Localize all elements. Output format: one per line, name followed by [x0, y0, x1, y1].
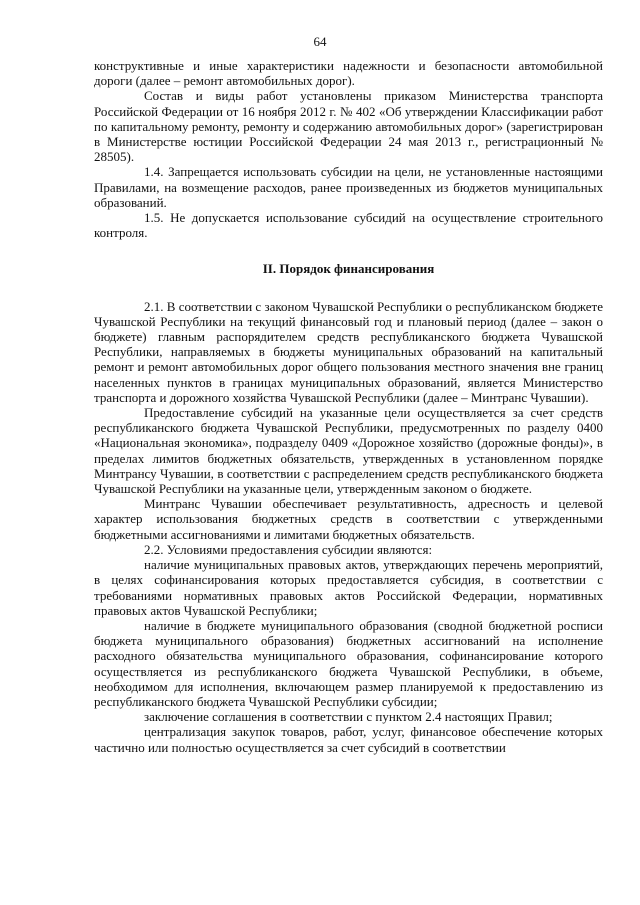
paragraph-2-1: 2.1. В соответствии с законом Чувашской Республики о республиканском бюджете Чувашской Республики на текущий финансовый год и плановый период (далее – закон о бюджете) главным распорядителем средств республиканского бюджета Чувашской Республики, направляемых в бюджеты муниципальных образований на капитальный ремонт и ремонт автомобильных дорог общего пользования местного значения вне границ населенных пунктов в границах муниципальных образований, является Министерство транспорта и дорожного хозяйства Чувашской Республики (далее – Минтранс Чувашии). [94, 298, 603, 405]
section-heading: II. Порядок финансирования [262, 261, 435, 277]
paragraph-mintrans-responsibility: Минтранс Чувашии обеспечивает результативность, адресность и целевой характер использования бюджетных средств в соответствии с утвержденными бюджетными ассигнованиями и лимитами бюджетных обязательств. [94, 496, 603, 542]
condition-centralized-procurement: централизация закупок товаров, работ, услуг, финансовое обеспечение которых частично или полностью осуществляется за счет субсидий в соответствии [94, 724, 603, 755]
paragraph-1-5: 1.5. Не допускается использование субсидий на осуществление строительного контроля. [94, 210, 603, 241]
paragraph-subsidy-provision: Предоставление субсидий на указанные цели осуществляется за счет средств республиканского бюджета Чувашской Республики, предусмотренных по разделу 0400 «Национальная экономика», подразделу 0409 «Дорожное хозяйство (дорожные фонды)», в пределах лимитов бюджетных обязательств, утвержденных в установленном порядке Минтрансу Чувашии, в соответствии с распределением средств республиканского бюджета Чувашской Республики на указанные цели, утвержденным законом о бюджете. [94, 405, 603, 497]
page-number: 64 [313, 34, 327, 49]
paragraph-continuation: конструктивные и иные характеристики надежности и безопасности автомобильной дороги (далее – ремонт автомобильных дорог). [94, 58, 603, 89]
condition-municipal-acts: наличие муниципальных правовых актов, утверждающих перечень мероприятий, в целях софинансирования которых предоставляется субсидия, в соответствии с требованиями нормативных правовых актов Российской Федерации, нормативных правовых актов Чувашской Республики; [94, 557, 603, 618]
paragraph-work-composition: Состав и виды работ установлены приказом Министерства транспорта Российской Федерации от 16 ноября 2012 г. № 402 «Об утверждении Классификации работ по капитальному ремонту, ремонту и содержанию автомобильных дорог» (зарегистрирован в Министерстве юстиции Российской Федерации 24 мая 2013 г., регистрационный № 28505). [94, 88, 603, 165]
paragraph-2-2: 2.2. Условиями предоставления субсидии являются: [144, 541, 433, 557]
paragraph-1-4: 1.4. Запрещается использовать субсидии на цели, не установленные настоящими Правилами, на возмещение расходов, ранее произведенных из бюджетов муниципальных образований. [94, 164, 603, 210]
condition-budget-allocations: наличие в бюджете муниципального образования (сводной бюджетной росписи бюджета муниципального образования) бюджетных ассигнований на исполнение расходного обязательства муниципального образования, софинансирование которого осуществляется из республиканского бюджета Чувашской Республики, в объеме, необходимом для исполнения, включающем размер планируемой к предоставлению из республиканского бюджета Чувашской Республики субсидии; [94, 617, 603, 709]
document-body [94, 58, 603, 755]
condition-agreement: заключение соглашения в соответствии с пунктом 2.4 настоящих Правил; [144, 709, 553, 725]
